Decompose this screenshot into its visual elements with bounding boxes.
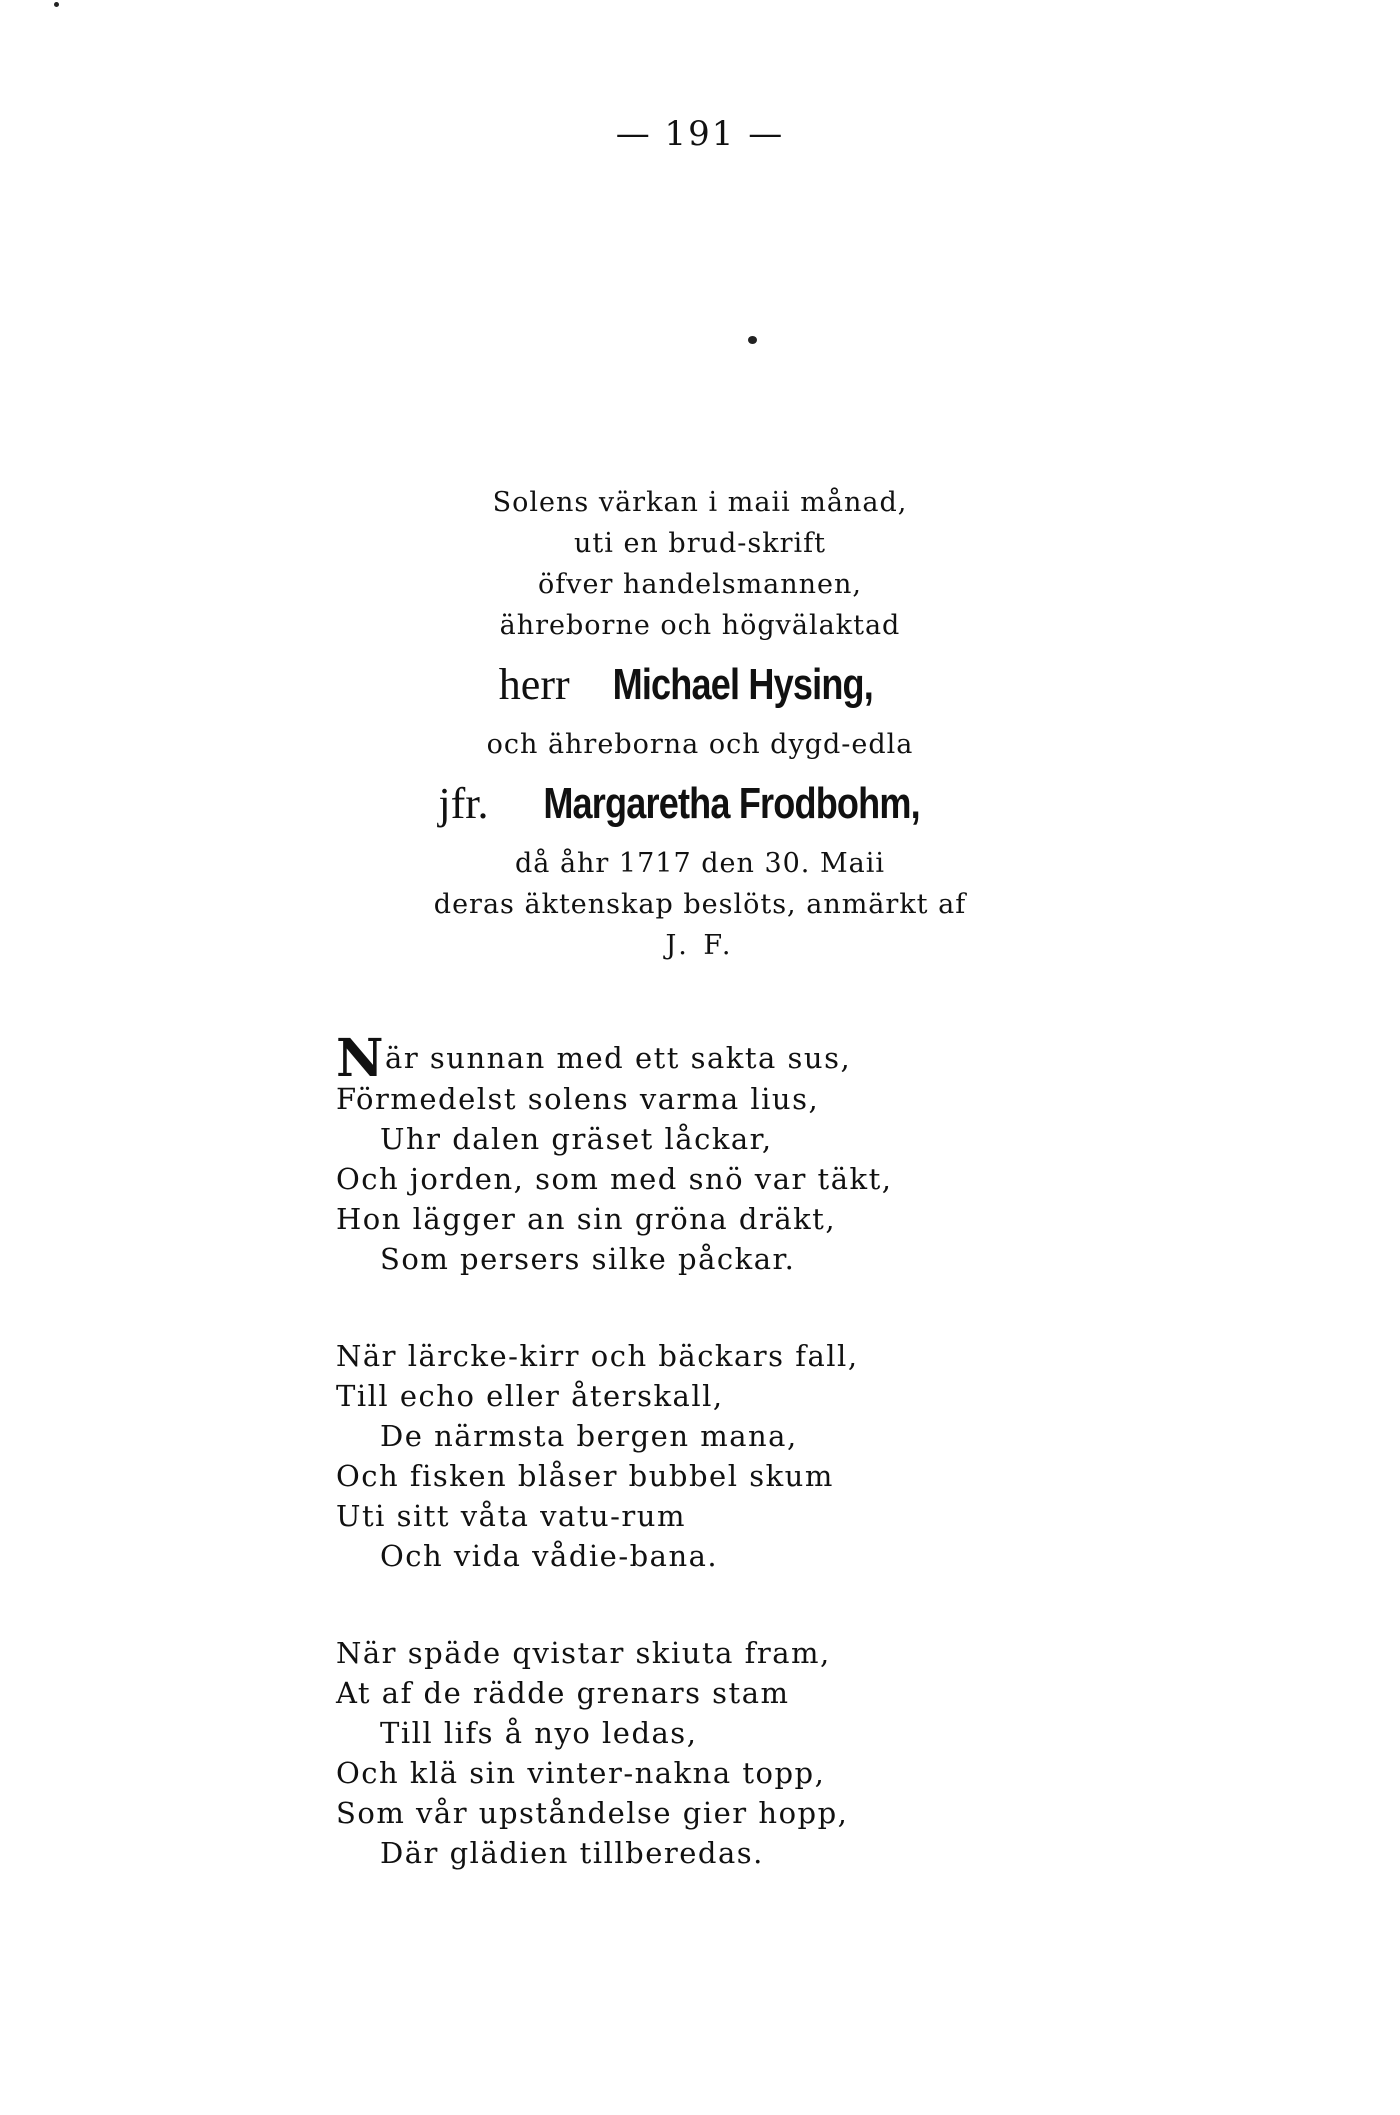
ink-speck [748,336,757,344]
verse-line: Förmedelst solens varma lius, [336,1082,820,1116]
author-initials: J. F. [665,930,735,961]
heading-line: Solens värkan i maii månad, [492,487,908,518]
verse-line: Hon lägger an sin gröna dräkt, [336,1202,837,1236]
heading-line: öfver handelsmannen, [537,569,863,600]
verse-line: Som vår upståndelse gier hopp, [336,1796,849,1830]
stanza [336,1633,1116,1873]
verse-line: At af de rädde grenars stam [336,1676,790,1710]
verse-line: Uti sitt våta vatu-rum [336,1499,686,1533]
verse-line: Och klä sin vinter-nakna topp, [336,1756,826,1790]
verse-line: Till echo eller återskall, [336,1379,724,1413]
verse-line: Där glädien tillberedas. [380,1836,764,1870]
groom-prefix: herr [498,660,570,709]
poem [336,1028,1116,1930]
verse-line: Uhr dalen gräset låckar, [380,1122,773,1156]
groom-name-line [0,650,1400,720]
bride-name-line [0,769,1400,839]
heading-line: deras äktenskap beslöts, anmärkt af [433,889,967,920]
heading-line: då åhr 1717 den 30. Maii [514,848,885,879]
ink-speck [54,2,59,7]
verse-line: Och jorden, som med snö var täkt, [336,1162,893,1196]
dedication-heading [0,482,1400,966]
stanza [336,1028,1116,1279]
bride-prefix: jfr. [438,779,489,828]
heading-line: och ähreborna och dygd-edla [486,729,914,760]
verse-line: Och fisken blåser bubbel skum [336,1459,834,1493]
verse-line: Som persers silke påckar. [380,1242,796,1276]
heading-line: uti en brud-skrift [574,528,826,559]
heading-line: ähreborne och högvälaktad [499,610,901,641]
verse-line: Och vida vådie-bana. [380,1539,719,1573]
verse-text: är sunnan med ett sakta sus, [385,1041,852,1075]
groom-name: Michael Hysing, [612,660,873,709]
verse-line [336,1028,1116,1089]
stanza [336,1336,1116,1576]
page-number: — 191 — [615,114,785,154]
verse-line: När späde qvistar skiuta fram, [336,1636,831,1670]
bride-name: Margaretha Frodbohm, [543,779,921,828]
verse-line: De närmsta bergen mana, [380,1419,798,1453]
drop-cap: N [336,1028,386,1089]
verse-line: När lärcke-kirr och bäckars fall, [336,1339,859,1373]
verse-line: Till lifs å nyo ledas, [380,1716,698,1750]
